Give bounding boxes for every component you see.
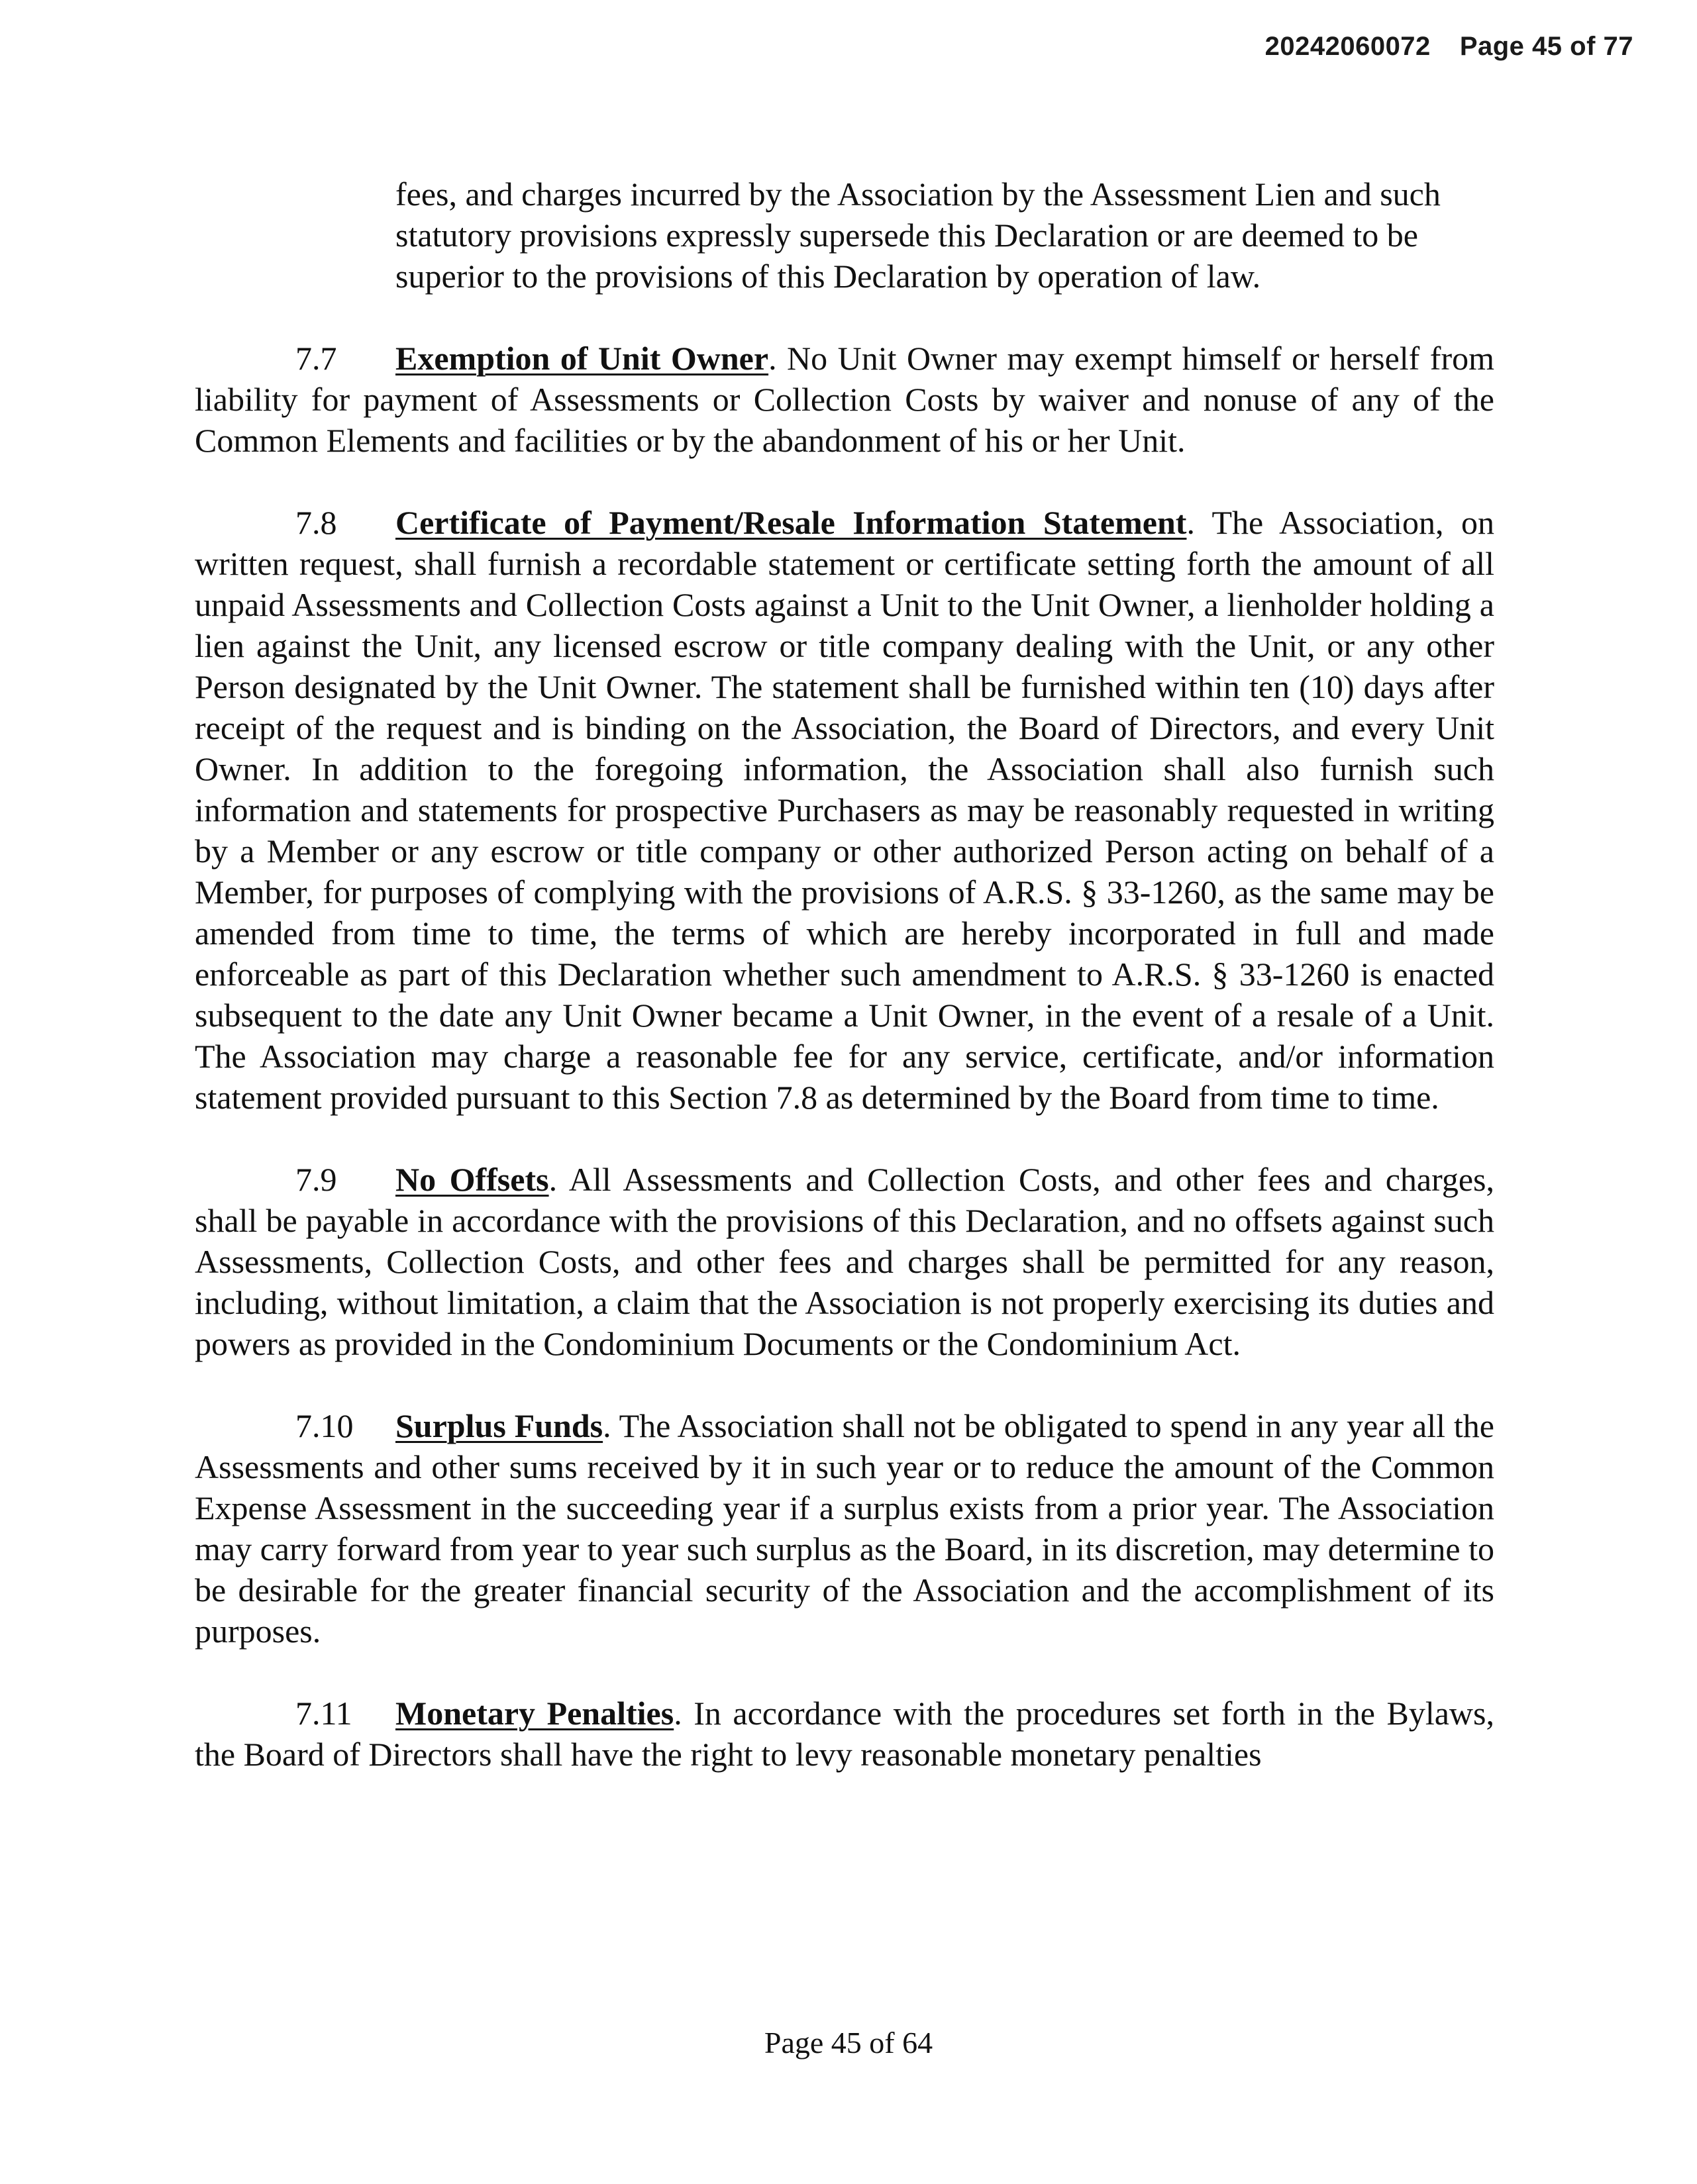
section-number: 7.7	[295, 340, 337, 377]
document-number: 20242060072	[1264, 32, 1431, 61]
section-body: . The Association, on written request, shall furnish a recordable statement or certificate setting forth the amount of all unpaid Assessments and Collection Costs against a Unit to the Unit Owner, a lienholder holding a lien against the Unit, any licensed escrow or title company dealing with the Unit, or any other Person designated by the Unit Owner. The statement shall be furnished within ten (10) days after receipt of the request and is binding on the Association, the Board of Directors, and every Unit Owner. In addition to the foregoing information, the Association shall also furnish such information and statements for prospective Purchasers as may be reasonably requested in writing by a Member or any escrow or title company or other authorized Person acting on behalf of a Member, for purposes of complying with the provisions of A.R.S. § 33-1260, as the same may be amended from time to time, the terms of which are hereby incorporated in full and made enforceable as part of this Declaration whether such amendment to A.R.S. § 33-1260 is enacted subsequent to the date any Unit Owner became a Unit Owner, in the event of a resale of a Unit. The Association may charge a reasonable fee for any service, certificate, and/or information statement provided pursuant to this Section 7.8 as determined by the Board from time to time.	[195, 504, 1494, 1116]
section-number: 7.9	[295, 1161, 337, 1198]
section-title: Surplus Funds	[395, 1407, 603, 1444]
section-number: 7.10	[295, 1407, 354, 1444]
section-7-8	[195, 502, 1494, 1118]
recording-page-label: Page 45 of 77	[1459, 32, 1633, 61]
section-7-9	[195, 1159, 1494, 1364]
continuation-paragraph: fees, and charges incurred by the Association by the Assessment Lien and such statutory provisions expressly supersede this Declaration or are deemed to be superior to the provisions of this Declaration by operation of law.	[395, 175, 1441, 295]
section-number: 7.8	[295, 504, 337, 541]
section-body: . All Assessments and Collection Costs, and other fees and charges, shall be payable in accordance with the provisions of this Declaration, and no offsets against such Assessments, Collection Costs, and other fees and charges shall be permitted for any reason, including, without limitation, a claim that the Association is not properly exercising its duties and powers as provided in the Condominium Documents or the Condominium Act.	[195, 1161, 1494, 1362]
section-7-10	[195, 1405, 1494, 1652]
section-title: Monetary Penalties	[395, 1695, 674, 1732]
section-body: . No Unit Owner may exempt himself or herself from liability for payment of Assessments or Collection Costs by waiver and nonuse of any of the Common Elements and facilities or by the abandonment of his or her Unit.	[195, 340, 1494, 459]
page-footer: Page 45 of 64	[764, 2026, 933, 2060]
section-7-7	[195, 338, 1494, 461]
section-number: 7.11	[295, 1695, 352, 1732]
section-title: Certificate of Payment/Resale Information Statement	[395, 504, 1187, 541]
section-body: . In accordance with the procedures set forth in the Bylaws, the Board of Directors shall have the right to levy reasonable monetary penalties	[195, 1695, 1494, 1773]
section-7-11	[195, 1693, 1494, 1775]
document-body	[195, 174, 1494, 1816]
section-title: Exemption of Unit Owner	[395, 340, 769, 377]
recording-page-stamp	[1265, 32, 1633, 62]
section-title: No Offsets	[395, 1161, 549, 1198]
section-body: . The Association shall not be obligated to spend in any year all the Assessments and other sums received by it in such year or to reduce the amount of the Common Expense Assessment in the succeeding year if a surplus exists from a prior year. The Association may carry forward from year to year such surplus as the Board, in its discretion, may determine to be desirable for the greater financial security of the Association and the accomplishment of its purposes.	[195, 1407, 1494, 1650]
